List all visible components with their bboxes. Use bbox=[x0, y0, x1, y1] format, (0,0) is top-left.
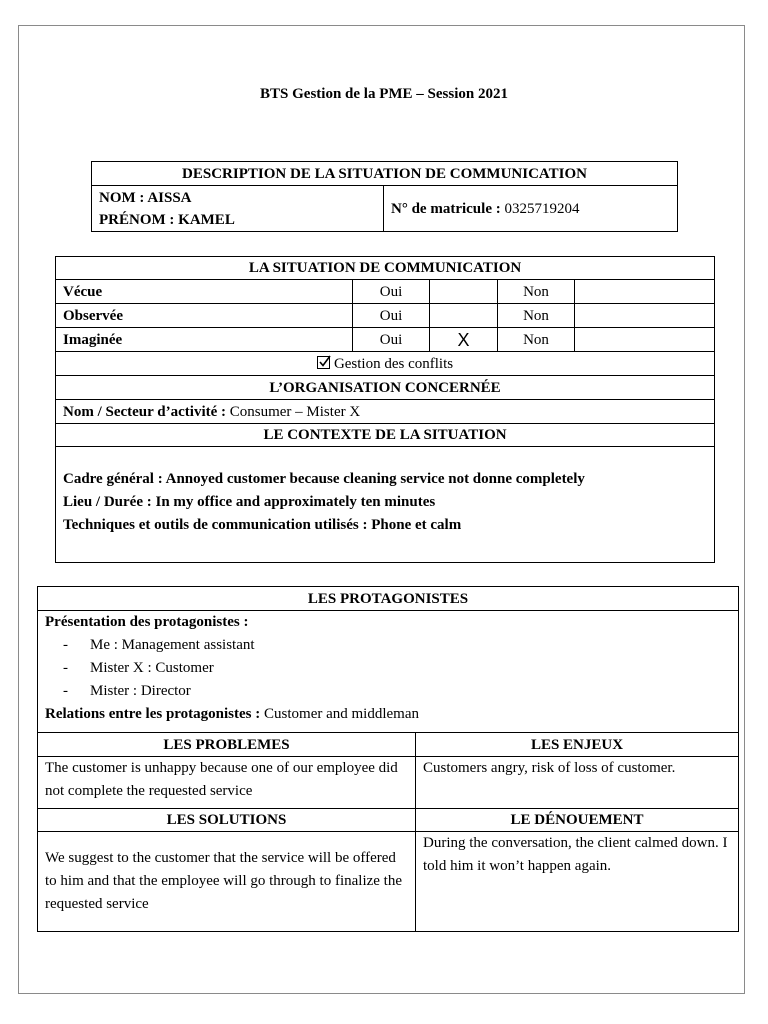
oui-checkbox-cell[interactable]: X bbox=[430, 328, 498, 352]
context-cell bbox=[56, 447, 715, 563]
protagonistes-cell bbox=[38, 611, 739, 733]
matricule-cell bbox=[384, 186, 678, 232]
checkbox-checked-icon[interactable] bbox=[317, 356, 330, 369]
identity-cell bbox=[92, 186, 384, 232]
denouement-text: During the conversation, the client calmed down. I told him it won’t happen again. bbox=[416, 832, 739, 932]
organisation-heading: L’ORGANISATION CONCERNÉE bbox=[56, 376, 715, 400]
non-label: Non bbox=[498, 280, 575, 304]
list-item: - Mister : Director bbox=[63, 680, 731, 703]
organisation-label: Nom / Secteur d’activité : bbox=[63, 403, 227, 420]
non-label: Non bbox=[498, 328, 575, 352]
solutions-heading: LES SOLUTIONS bbox=[38, 809, 416, 832]
domain-label: Gestion des conflits bbox=[333, 355, 454, 372]
situation-table bbox=[55, 256, 715, 563]
organisation-value: Consumer – Mister X bbox=[229, 403, 361, 420]
non-checkbox-cell[interactable] bbox=[575, 328, 715, 352]
situation-row-vecue bbox=[56, 280, 715, 304]
protagonistes-heading: LES PROTAGONISTES bbox=[38, 587, 739, 611]
description-heading: DESCRIPTION DE LA SITUATION DE COMMUNICATION bbox=[92, 162, 678, 186]
description-table bbox=[91, 161, 678, 232]
non-checkbox-cell[interactable] bbox=[575, 280, 715, 304]
situation-row-label: Imaginée bbox=[56, 328, 353, 352]
oui-label: Oui bbox=[353, 328, 430, 352]
oui-label: Oui bbox=[353, 304, 430, 328]
oui-checkbox-cell[interactable] bbox=[430, 280, 498, 304]
context-heading: LE CONTEXTE DE LA SITUATION bbox=[56, 424, 715, 447]
problemes-text: The customer is unhappy because one of our employee did not complete the requested service bbox=[38, 757, 416, 809]
denouement-heading: LE DÉNOUEMENT bbox=[416, 809, 739, 832]
situation-row-label: Observée bbox=[56, 304, 353, 328]
nom-line: NOM : AISSA bbox=[99, 189, 192, 206]
techniques-line: Techniques et outils de communication utilisés : Phone et calm bbox=[63, 517, 462, 533]
organisation-cell bbox=[56, 400, 715, 424]
oui-checkbox-cell[interactable] bbox=[430, 304, 498, 328]
lieu-line: Lieu / Durée : In my office and approximately ten minutes bbox=[63, 494, 436, 510]
enjeux-heading: LES ENJEUX bbox=[416, 733, 739, 757]
list-item: - Me : Management assistant bbox=[63, 634, 731, 657]
protagonistes-table bbox=[37, 586, 739, 932]
matricule-value: 0325719204 bbox=[504, 200, 580, 217]
presentation-label: Présentation des protagonistes : bbox=[45, 614, 249, 630]
domain-cell bbox=[56, 352, 715, 376]
matricule-label: N° de matricule : bbox=[391, 200, 501, 217]
solutions-text: We suggest to the customer that the service will be offered to him and that the employee will go through to finalize the requested service bbox=[38, 832, 416, 932]
situation-row-observee bbox=[56, 304, 715, 328]
relations-label: Relations entre les protagonistes : bbox=[45, 706, 261, 722]
cadre-line: Cadre général : Annoyed customer because cleaning service not donne completely bbox=[63, 471, 585, 487]
situation-row-label: Vécue bbox=[56, 280, 353, 304]
relations-line bbox=[45, 703, 731, 726]
non-checkbox-cell[interactable] bbox=[575, 304, 715, 328]
non-label: Non bbox=[498, 304, 575, 328]
list-item: - Mister X : Customer bbox=[63, 657, 731, 680]
problemes-heading: LES PROBLEMES bbox=[38, 733, 416, 757]
enjeux-text: Customers angry, risk of loss of customer. bbox=[416, 757, 739, 809]
oui-label: Oui bbox=[353, 280, 430, 304]
relations-value: Customer and middleman bbox=[264, 706, 419, 722]
protagonistes-list bbox=[45, 634, 731, 703]
document-title: BTS Gestion de la PME – Session 2021 bbox=[260, 86, 508, 102]
situation-heading: LA SITUATION DE COMMUNICATION bbox=[56, 257, 715, 280]
situation-row-imaginee bbox=[56, 328, 715, 352]
prenom-line: PRÉNOM : KAMEL bbox=[99, 211, 235, 228]
